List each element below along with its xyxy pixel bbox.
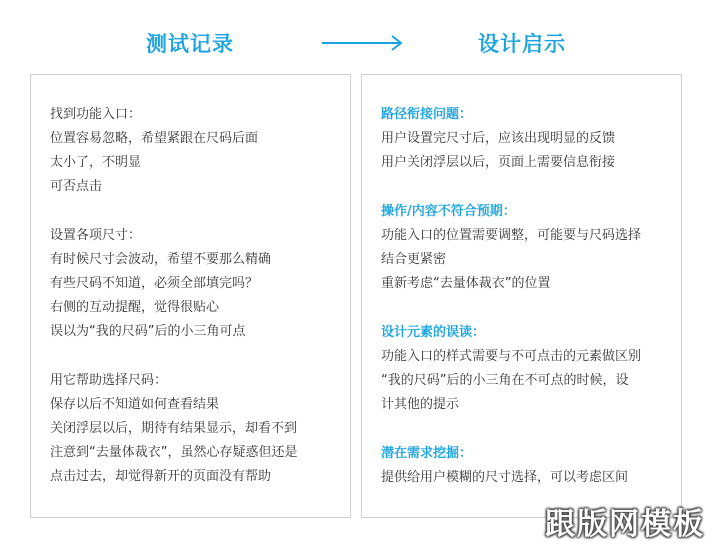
heading-test-records: 测试记录 (146, 32, 234, 56)
group-line: 误以为“我的尺码”后的小三角可点 (50, 324, 246, 339)
group-line: 保存以后不知道如何查看结果 (50, 397, 220, 412)
group-line: 太小了，不明显 (50, 155, 142, 170)
group-line: 位置容易忽略，希望紧跟在尺码后面 (50, 131, 259, 146)
group-title: 设计元素的误读： (381, 325, 486, 340)
group-line: 重新考虑“去量体裁衣”的位置 (381, 276, 551, 291)
group-spacer (50, 199, 342, 224)
group-line: 点击过去，却觉得新开的页面没有帮助 (50, 469, 272, 484)
design-insights-list (381, 103, 673, 490)
test-records-list (50, 103, 342, 489)
group-line: 计其他的提示 (381, 397, 460, 412)
group-title: 用它帮助选择尺码： (50, 373, 168, 388)
group-line: 关闭浮层以后，期待有结果显示，却看不到 (50, 421, 298, 436)
design-insights-panel (361, 74, 682, 518)
group-spacer (381, 296, 673, 321)
group-spacer (50, 344, 342, 369)
group-line: 用户设置完尺寸后，应该出现明显的反馈 (381, 131, 616, 146)
group-title: 操作/内容不符合预期： (381, 204, 516, 219)
group-line: 功能入口的位置需要调整，可能要与尺码选择 (381, 228, 642, 243)
group-line: 结合更紧密 (381, 252, 447, 267)
group-title: 路径衔接问题： (381, 107, 473, 122)
group-line: “我的尺码”后的小三角在不可点的时候，设 (381, 373, 629, 388)
group-line: 提供给用户模糊的尺寸选择，可以考虑区间 (381, 470, 629, 485)
group-line: 有些尺码不知道，必须全部填完吗？ (50, 276, 259, 291)
group-line: 用户关闭浮层以后，页面上需要信息衔接 (381, 155, 616, 170)
group-line: 右侧的互动提醒，觉得很贴心 (50, 300, 220, 315)
group-title: 设置各项尺寸： (50, 228, 142, 243)
group-line: 有时候尺寸会波动，希望不要那么精确 (50, 252, 272, 267)
group-title: 潜在需求挖掘： (381, 446, 473, 461)
group-line: 功能入口的样式需要与不可点击的元素做区别 (381, 349, 642, 364)
group-line: 可否点击 (50, 179, 103, 194)
watermark: 跟版网模板 (545, 507, 705, 542)
heading-design-insights: 设计启示 (478, 32, 566, 56)
test-records-panel (30, 74, 351, 518)
group-line: 注意到“去量体裁衣”，虽然心存疑惑但还是 (50, 445, 298, 460)
arrow-right-icon (320, 32, 406, 54)
group-spacer (381, 417, 673, 442)
group-spacer (381, 175, 673, 200)
group-title: 找到功能入口： (50, 107, 142, 122)
